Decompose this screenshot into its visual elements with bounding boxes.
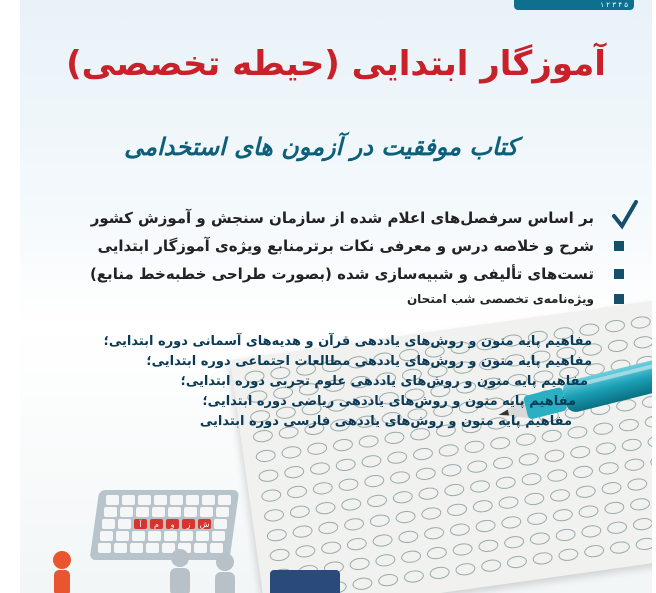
keyboard-key <box>136 507 149 517</box>
answer-bubble <box>647 434 652 449</box>
square-bullet-icon <box>614 294 624 304</box>
answer-bubble <box>255 449 276 464</box>
topic-line: مفاهیم پایه متون و روش‌های یاددهی ریاضی دوره ابتدایی؛ <box>202 394 576 409</box>
answer-bubble <box>384 431 405 446</box>
keyboard-key <box>138 495 151 505</box>
answer-bubble <box>452 542 473 557</box>
top-strip-text: ۱ ۲ ۳ ۴ ۵ <box>600 1 628 9</box>
answer-bubble <box>289 504 310 519</box>
check-icon <box>612 200 638 230</box>
answer-bubble <box>426 546 447 561</box>
answer-bubble <box>635 537 652 552</box>
answer-bubble <box>315 501 336 516</box>
answer-bubble <box>258 468 279 483</box>
answer-bubble <box>423 526 444 541</box>
answer-bubble <box>621 438 642 453</box>
answer-bubble <box>644 414 652 429</box>
answer-bubble <box>343 517 364 532</box>
answer-bubble <box>506 555 527 570</box>
answer-bubble <box>492 456 513 471</box>
answer-bubble <box>418 486 439 501</box>
feature-item <box>74 204 594 232</box>
answer-bubble <box>524 492 545 507</box>
topic-line: مفاهیم پایه متون و روش‌های یاددهی فارسی دوره ابتدایی <box>199 414 572 429</box>
answer-bubble <box>609 540 630 555</box>
answer-bubble <box>377 573 398 588</box>
answer-bubble <box>309 461 330 476</box>
answer-bubble <box>532 551 553 566</box>
answer-bubble <box>495 475 516 490</box>
answer-bubble <box>389 470 410 485</box>
keyboard-key <box>184 507 197 517</box>
answer-bubble <box>438 443 459 458</box>
answer-bubble <box>386 450 407 465</box>
answer-bubble <box>369 513 390 528</box>
book-title: آموزگار ابتدایی (حیطه تخصصی) <box>66 44 606 84</box>
answer-bubble <box>395 510 416 525</box>
answer-bubble <box>472 499 493 514</box>
answer-bubble <box>478 539 499 554</box>
keyboard-key <box>154 495 167 505</box>
answer-bubble <box>604 319 625 334</box>
keyboard-key <box>202 495 215 505</box>
answer-bubble <box>606 520 627 535</box>
feature-text: تست‌های تألیفی و شبیه‌سازی شده (بصورت طراحی خطبه‌خط منابع) <box>89 265 594 283</box>
answer-bubble <box>400 549 421 564</box>
keyboard-key <box>152 507 165 517</box>
feature-item <box>74 288 594 310</box>
keyboard-key <box>102 519 115 529</box>
answer-bubble <box>618 418 639 433</box>
answer-bubble <box>292 524 313 539</box>
answer-bubble <box>312 481 333 496</box>
answer-bubble <box>498 495 519 510</box>
answer-bubble <box>415 467 436 482</box>
keyboard-key-letter: ز <box>186 520 191 529</box>
keyboard-key <box>186 495 199 505</box>
square-bullet-icon <box>614 269 624 279</box>
answer-bubble <box>501 515 522 530</box>
answer-bubble <box>429 566 450 581</box>
answer-bubble <box>464 439 485 454</box>
answer-bubble <box>529 531 550 546</box>
answer-bubble <box>398 530 419 545</box>
keyboard-key <box>168 507 181 517</box>
answer-bubble <box>526 511 547 526</box>
answer-bubble <box>555 528 576 543</box>
keyboard-key <box>200 507 213 517</box>
answer-bubble <box>575 484 596 499</box>
answer-bubble <box>518 452 539 467</box>
answer-bubble <box>318 521 339 536</box>
answer-bubble <box>444 483 465 498</box>
answer-bubble <box>624 457 645 472</box>
topic-line: مفاهیم پایه متون و روش‌های یاددهی قرآن و هدیه‌های آسمانی دوره ابتدایی؛ <box>103 334 592 349</box>
answer-bubble <box>421 506 442 521</box>
answer-bubble <box>467 459 488 474</box>
answer-bubble <box>283 465 304 480</box>
answer-bubble <box>341 497 362 512</box>
answer-bubble <box>549 488 570 503</box>
keyboard-key-letter: آ <box>139 520 142 529</box>
keyboard-key <box>104 507 117 517</box>
answer-bubble <box>446 503 467 518</box>
keyboard-key-letter: م <box>154 520 159 529</box>
answer-bubble <box>480 558 501 573</box>
answer-bubble <box>521 472 542 487</box>
answer-bubble <box>572 465 593 480</box>
people-figures-illustration <box>40 540 380 593</box>
feature-text: ویژه‌نامه‌ی تخصصی شب امتحان <box>406 292 594 306</box>
answer-bubble <box>361 454 382 469</box>
answer-bubble <box>598 461 619 476</box>
top-strip <box>514 0 634 10</box>
answer-bubble <box>544 448 565 463</box>
feature-text: شرح و خلاصه درس و معرفی نکات برترمنابع ویژه‌ی آموزگار ابتدایی <box>97 237 594 255</box>
answer-bubble <box>558 547 579 562</box>
topic-list <box>32 332 592 432</box>
answer-bubble <box>338 477 359 492</box>
feature-item <box>74 232 594 260</box>
answer-bubble <box>632 517 652 532</box>
answer-bubble <box>627 477 648 492</box>
answer-bubble <box>358 434 379 449</box>
keyboard-key <box>118 519 131 529</box>
answer-bubble <box>335 458 356 473</box>
square-bullet-icon <box>614 241 624 251</box>
answer-bubble <box>364 474 385 489</box>
answer-bubble <box>604 501 625 516</box>
answer-bubble <box>403 569 424 584</box>
answer-bubble <box>547 468 568 483</box>
answer-bubble <box>332 438 353 453</box>
keyboard-key <box>218 495 231 505</box>
answer-bubble <box>449 522 470 537</box>
keyboard-key <box>106 495 119 505</box>
keyboard-key <box>120 507 133 517</box>
keyboard-key-letter: ش <box>199 520 210 529</box>
topic-line: مفاهیم پایه متون و روش‌های یاددهی مطالعات اجتماعی دوره ابتدایی؛ <box>146 354 592 369</box>
answer-bubble <box>650 454 652 469</box>
answer-bubble <box>441 463 462 478</box>
answer-bubble <box>469 479 490 494</box>
feature-item <box>74 260 594 288</box>
answer-bubble <box>569 445 590 460</box>
answer-bubble <box>630 315 651 330</box>
keyboard-key <box>216 507 229 517</box>
answer-bubble <box>601 481 622 496</box>
answer-bubble <box>281 445 302 460</box>
answer-bubble <box>306 441 327 456</box>
answer-bubble <box>578 504 599 519</box>
answer-bubble <box>629 497 650 512</box>
book-subtitle: کتاب موفقیت در آزمون های استخدامی <box>124 132 518 161</box>
answer-bubble <box>583 544 604 559</box>
answer-bubble <box>595 441 616 456</box>
answer-bubble <box>366 494 387 509</box>
feature-list <box>74 204 594 310</box>
answer-bubble <box>412 447 433 462</box>
answer-bubble <box>475 519 496 534</box>
book-cover <box>20 0 652 593</box>
answer-bubble <box>392 490 413 505</box>
feature-text: بر اساس سرفصل‌های اعلام شده از سازمان سنجش و آموزش کشور <box>90 209 594 227</box>
keyboard-key <box>214 519 227 529</box>
keyboard-key <box>170 495 183 505</box>
answer-bubble <box>552 508 573 523</box>
keyboard-key-letter: و <box>170 520 175 529</box>
answer-bubble <box>581 524 602 539</box>
keyboard-key <box>122 495 135 505</box>
answer-bubble <box>503 535 524 550</box>
topic-line: مفاهیم پایه متون و روش‌های یاددهی علوم تجربی دوره ابتدایی؛ <box>180 374 588 389</box>
answer-bubble <box>455 562 476 577</box>
